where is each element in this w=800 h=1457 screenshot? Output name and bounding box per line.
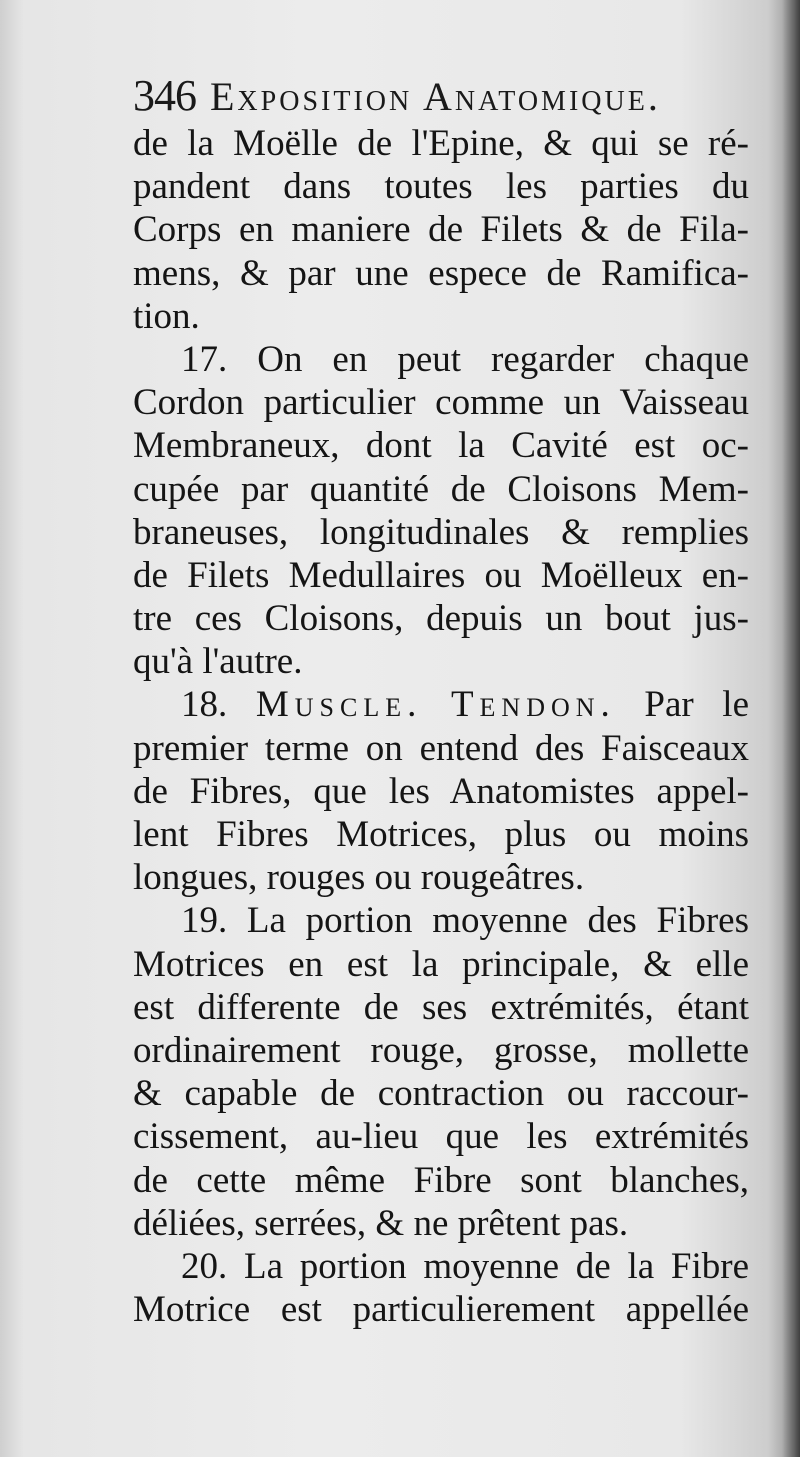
text-line: qu'à l'autre. (133, 641, 303, 683)
text-line: braneuses, longitudinales & remplies (133, 511, 749, 553)
text-line: & capable de contraction ou raccour- (133, 1073, 749, 1115)
running-head-title: Exposition Anatomique. (210, 74, 661, 119)
paragraph-17-start: 17. On en peut regarder chaque (181, 338, 749, 380)
text-line: tre ces Cloisons, depuis un bout jus- (133, 598, 749, 640)
text-line: cissement, au-lieu que les extrémités (133, 1116, 749, 1158)
text-line: longues, rouges ou rougeâtres. (133, 857, 585, 899)
text-line: Corps en maniere de Filets & de Fila- (133, 209, 749, 251)
running-head (133, 70, 753, 130)
text-line: déliées, serrées, & ne prêtent pas. (133, 1202, 629, 1244)
text-line: Membraneux, dont la Cavité est oc- (133, 425, 749, 467)
text-line: ordinairement rouge, grosse, mollette (133, 1029, 749, 1071)
text-fragment: Par le (644, 684, 749, 726)
text-line: lent Fibres Motrices, plus ou moins (133, 814, 749, 855)
page-number: 346 (133, 71, 196, 120)
heading-muscle: Muscle. (255, 684, 423, 726)
page-gutter-shadow (782, 0, 800, 1457)
text-line: Motrices en est la principale, & elle (133, 943, 749, 985)
page-text (133, 122, 749, 1331)
text-line: premier terme on entend des Faisceaux (133, 727, 749, 769)
text-line: de cette même Fibre sont blanches, (133, 1159, 749, 1201)
paragraph-number: 18. (181, 684, 228, 726)
text-line: Cordon particulier comme un Vaisseau (133, 382, 749, 424)
paragraph-18-start (133, 683, 749, 726)
text-line: est differente de ses extrémités, étant (133, 986, 749, 1028)
text-line: cupée par quantité de Cloisons Mem- (133, 468, 749, 510)
text-line: de Filets Medullaires ou Moëlleux en- (133, 554, 749, 596)
paragraph-20-start: 20. La portion moyenne de la Fibre (181, 1245, 749, 1287)
text-line: de la Moëlle de l'Epine, & qui se ré- (133, 123, 749, 164)
heading-tendon: Tendon. (450, 684, 616, 726)
text-line: pandent dans toutes les parties du (133, 166, 749, 208)
text-line: mens, & par une espece de Ramifica- (133, 252, 749, 294)
text-line: Motrice est particulierement appellée (133, 1289, 749, 1331)
paragraph-19-start: 19. La portion moyenne des Fibres (181, 900, 749, 942)
text-line: de Fibres, que les Anatomistes appel- (133, 770, 749, 812)
text-line: tion. (133, 295, 200, 337)
